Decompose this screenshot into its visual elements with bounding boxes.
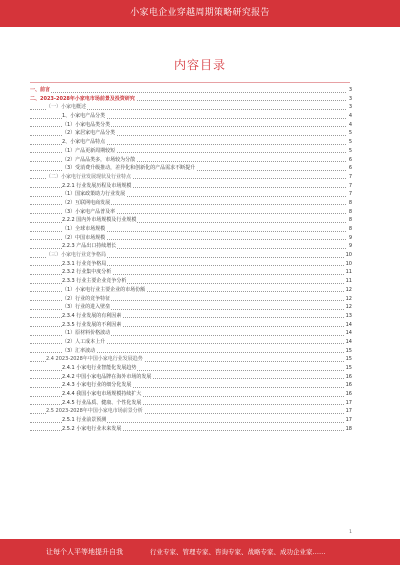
toc-entry-page: 5 bbox=[348, 139, 352, 146]
toc-entry-text: 1、小家电产品分类 bbox=[62, 113, 106, 120]
toc-entry-page: 7 bbox=[348, 173, 352, 180]
toc-entry-text: （二）小家电行业发展现状及行业特点 bbox=[46, 173, 132, 180]
toc-entry-text: （3）行业的进入壁垒 bbox=[62, 304, 111, 311]
toc-entry[interactable] bbox=[30, 286, 352, 295]
toc-entry-text: 2.3.3 行业主要企业竞争分析 bbox=[62, 278, 127, 285]
toc-entry-text: （1）国家政策助力行业发展 bbox=[62, 191, 126, 198]
toc-entry-page: 7 bbox=[348, 182, 352, 189]
toc-entry[interactable] bbox=[30, 425, 352, 434]
toc-entry[interactable] bbox=[30, 321, 352, 330]
toc-entry[interactable] bbox=[30, 381, 352, 390]
toc-entry-text: 2.4.4 我国小家电市场规模持续扩大 bbox=[62, 391, 142, 398]
toc-entry-text: 2.4.2 中国小家电品牌在海外市场的发展 bbox=[62, 373, 152, 380]
footer-bar bbox=[0, 539, 400, 565]
toc-entry[interactable] bbox=[30, 355, 352, 364]
toc-entry-text: （1）全球市场规模 bbox=[62, 226, 106, 232]
table-of-contents bbox=[30, 86, 352, 434]
toc-entry-page: 15 bbox=[345, 347, 352, 354]
toc-entry[interactable] bbox=[30, 373, 352, 382]
toc-entry[interactable] bbox=[30, 199, 352, 208]
toc-entry[interactable] bbox=[30, 225, 352, 234]
toc-divider bbox=[30, 82, 350, 83]
toc-entry-page: 16 bbox=[345, 373, 352, 380]
toc-entry-page: 14 bbox=[345, 321, 352, 328]
toc-entry[interactable] bbox=[30, 156, 352, 165]
toc-entry-text: （一）小家电概述 bbox=[46, 104, 87, 111]
toc-entry[interactable] bbox=[30, 347, 352, 356]
toc-entry-page: 11 bbox=[345, 278, 352, 285]
toc-entry[interactable] bbox=[30, 112, 352, 121]
toc-entry[interactable] bbox=[30, 303, 352, 312]
toc-entry[interactable] bbox=[30, 242, 352, 251]
toc-entry-text: （2）人工成本上升 bbox=[62, 338, 106, 345]
toc-entry-page: 15 bbox=[345, 365, 352, 371]
toc-entry-text: （2）互联网电商发展 bbox=[62, 199, 111, 206]
toc-entry[interactable] bbox=[30, 251, 352, 260]
toc-entry[interactable] bbox=[30, 234, 352, 243]
toc-entry-text: 2.3.5 行业发展的不利因素 bbox=[62, 321, 122, 328]
toc-entry-page: 3 bbox=[348, 95, 352, 102]
toc-entry-text: （2）家居家电产品分类 bbox=[62, 130, 116, 137]
toc-entry-page: 15 bbox=[345, 356, 352, 363]
toc-entry-text: （1）小家电行业主要企业的市场份额 bbox=[62, 286, 146, 293]
toc-entry-text: （2）中国市场规模 bbox=[62, 234, 106, 241]
toc-entry[interactable] bbox=[30, 329, 352, 338]
toc-entry-page: 12 bbox=[345, 286, 352, 293]
toc-entry-page: 16 bbox=[345, 391, 352, 398]
toc-entry-text: 2.3.1 行业竞争格局 bbox=[62, 260, 107, 267]
toc-entry[interactable] bbox=[30, 208, 352, 217]
toc-entry-text: 2.5.1 行业前景预测 bbox=[62, 417, 107, 424]
toc-entry-text: （2）产品品类多，市场较为分散 bbox=[62, 156, 136, 163]
toc-entry-text: （3）小家电产品普及率 bbox=[62, 208, 116, 215]
toc-entry-page: 6 bbox=[348, 165, 352, 172]
toc-entry[interactable] bbox=[30, 407, 352, 416]
toc-entry-page: 3 bbox=[348, 87, 352, 93]
document-title: 小家电企业穿越周期策略研究报告 bbox=[130, 8, 270, 18]
toc-entry-text: 2.2.2 国内外市场规模及行业规模 bbox=[62, 217, 137, 224]
toc-entry[interactable] bbox=[30, 86, 352, 95]
toc-entry-text: 2.4 2023-2028年中国小家电行业发展趋势 bbox=[46, 356, 143, 363]
toc-title: 内容目录 bbox=[173, 58, 226, 72]
toc-leader-dots bbox=[30, 92, 346, 93]
toc-entry[interactable] bbox=[30, 138, 352, 147]
footer-tagline: 行业专家、管理专家、咨询专家、战略专家、成功企业家…… bbox=[150, 548, 326, 556]
toc-entry-page: 3 bbox=[348, 104, 352, 111]
header-bar bbox=[0, 0, 400, 27]
toc-entry[interactable] bbox=[30, 416, 352, 425]
toc-entry[interactable] bbox=[30, 364, 352, 373]
toc-entry-page: 8 bbox=[348, 217, 352, 224]
toc-entry-page: 17 bbox=[345, 399, 352, 406]
toc-entry-page: 16 bbox=[345, 382, 352, 389]
toc-entry[interactable] bbox=[30, 338, 352, 347]
toc-entry-text: 2、小家电产品特点 bbox=[62, 139, 106, 146]
toc-entry-text: 一、前言 bbox=[30, 87, 51, 93]
toc-entry[interactable] bbox=[30, 121, 352, 130]
toc-entry-page: 4 bbox=[348, 113, 352, 120]
toc-entry-page: 10 bbox=[345, 260, 352, 267]
toc-entry-text: （1）原材料价格波动 bbox=[62, 330, 111, 337]
toc-entry[interactable] bbox=[30, 103, 352, 112]
toc-entry[interactable] bbox=[30, 173, 352, 182]
toc-entry-text: 2.3.4 行业发展的有利因素 bbox=[62, 312, 122, 319]
toc-entry-text: 2.2.3 产品出口持续增长 bbox=[62, 243, 117, 250]
toc-entry[interactable] bbox=[30, 216, 352, 225]
toc-entry-page: 12 bbox=[345, 295, 352, 302]
footer-slogan: 让每个人平等地提升自我 bbox=[46, 548, 123, 556]
toc-entry-text: 2.4.1 小家电行业智能化发展趋势 bbox=[62, 365, 137, 371]
toc-entry[interactable] bbox=[30, 260, 352, 269]
toc-entry-page: 9 bbox=[348, 243, 352, 250]
toc-entry-page: 9 bbox=[348, 234, 352, 241]
toc-entry-page: 12 bbox=[345, 304, 352, 311]
toc-entry[interactable] bbox=[30, 129, 352, 138]
toc-entry-page: 7 bbox=[348, 191, 352, 198]
toc-entry-page: 5 bbox=[348, 147, 352, 154]
toc-entry-text: 2.4.3 小家电行业的细分化发展 bbox=[62, 382, 132, 389]
toc-entry-text: 2.4.5 行业品质、健康、个性化发展 bbox=[62, 399, 142, 406]
toc-entry-page: 5 bbox=[348, 130, 352, 137]
toc-entry[interactable] bbox=[30, 182, 352, 191]
toc-entry-text: （2）行业的竞争特征 bbox=[62, 295, 111, 302]
toc-entry[interactable] bbox=[30, 268, 352, 277]
toc-entry[interactable] bbox=[30, 164, 352, 173]
toc-entry-page: 13 bbox=[345, 312, 352, 319]
page-number: 1 bbox=[349, 530, 352, 535]
toc-entry-page: 8 bbox=[348, 226, 352, 232]
toc-entry-text: （1）小家电品类分类 bbox=[62, 121, 111, 128]
toc-entry[interactable] bbox=[30, 312, 352, 321]
toc-entry[interactable] bbox=[30, 390, 352, 399]
toc-entry-page: 6 bbox=[348, 156, 352, 163]
toc-entry-page: 17 bbox=[345, 408, 352, 415]
toc-entry[interactable] bbox=[30, 95, 352, 104]
toc-entry-page: 4 bbox=[348, 121, 352, 128]
toc-entry-text: （三）小家电行业竞争格局 bbox=[46, 252, 107, 259]
toc-entry-text: 2.2.1 行业发展历程及市场规模 bbox=[62, 182, 132, 189]
toc-entry[interactable] bbox=[30, 295, 352, 304]
toc-entry-text: 2.3.2 行业集中度分析 bbox=[62, 269, 112, 276]
toc-entry-text: （3）汇率波动 bbox=[62, 347, 96, 354]
toc-entry-page: 14 bbox=[345, 330, 352, 337]
toc-entry[interactable] bbox=[30, 190, 352, 199]
toc-entry-page: 8 bbox=[348, 208, 352, 215]
toc-entry-page: 11 bbox=[345, 269, 352, 276]
toc-entry[interactable] bbox=[30, 399, 352, 408]
toc-entry-page: 14 bbox=[345, 338, 352, 345]
toc-entry-text: 2.5 2023-2028年中国小家电市场前景分析 bbox=[46, 408, 143, 415]
toc-entry-page: 8 bbox=[348, 199, 352, 206]
toc-entry-text: 二、2023-2028年小家电市场前景及投资研究 bbox=[30, 95, 135, 102]
toc-entry-text: （1）产品更新周期较短 bbox=[62, 147, 116, 154]
toc-entry-page: 10 bbox=[345, 252, 352, 259]
toc-entry[interactable] bbox=[30, 147, 352, 156]
toc-entry[interactable] bbox=[30, 277, 352, 286]
toc-entry-text: 2.5.2 小家电行业未来发展 bbox=[62, 425, 122, 432]
toc-entry-page: 18 bbox=[345, 425, 352, 432]
toc-entry-text: （3）受消费升级推动，差异化和创新化的产品需求不断提升 bbox=[62, 165, 196, 172]
toc-entry-page: 17 bbox=[345, 417, 352, 424]
